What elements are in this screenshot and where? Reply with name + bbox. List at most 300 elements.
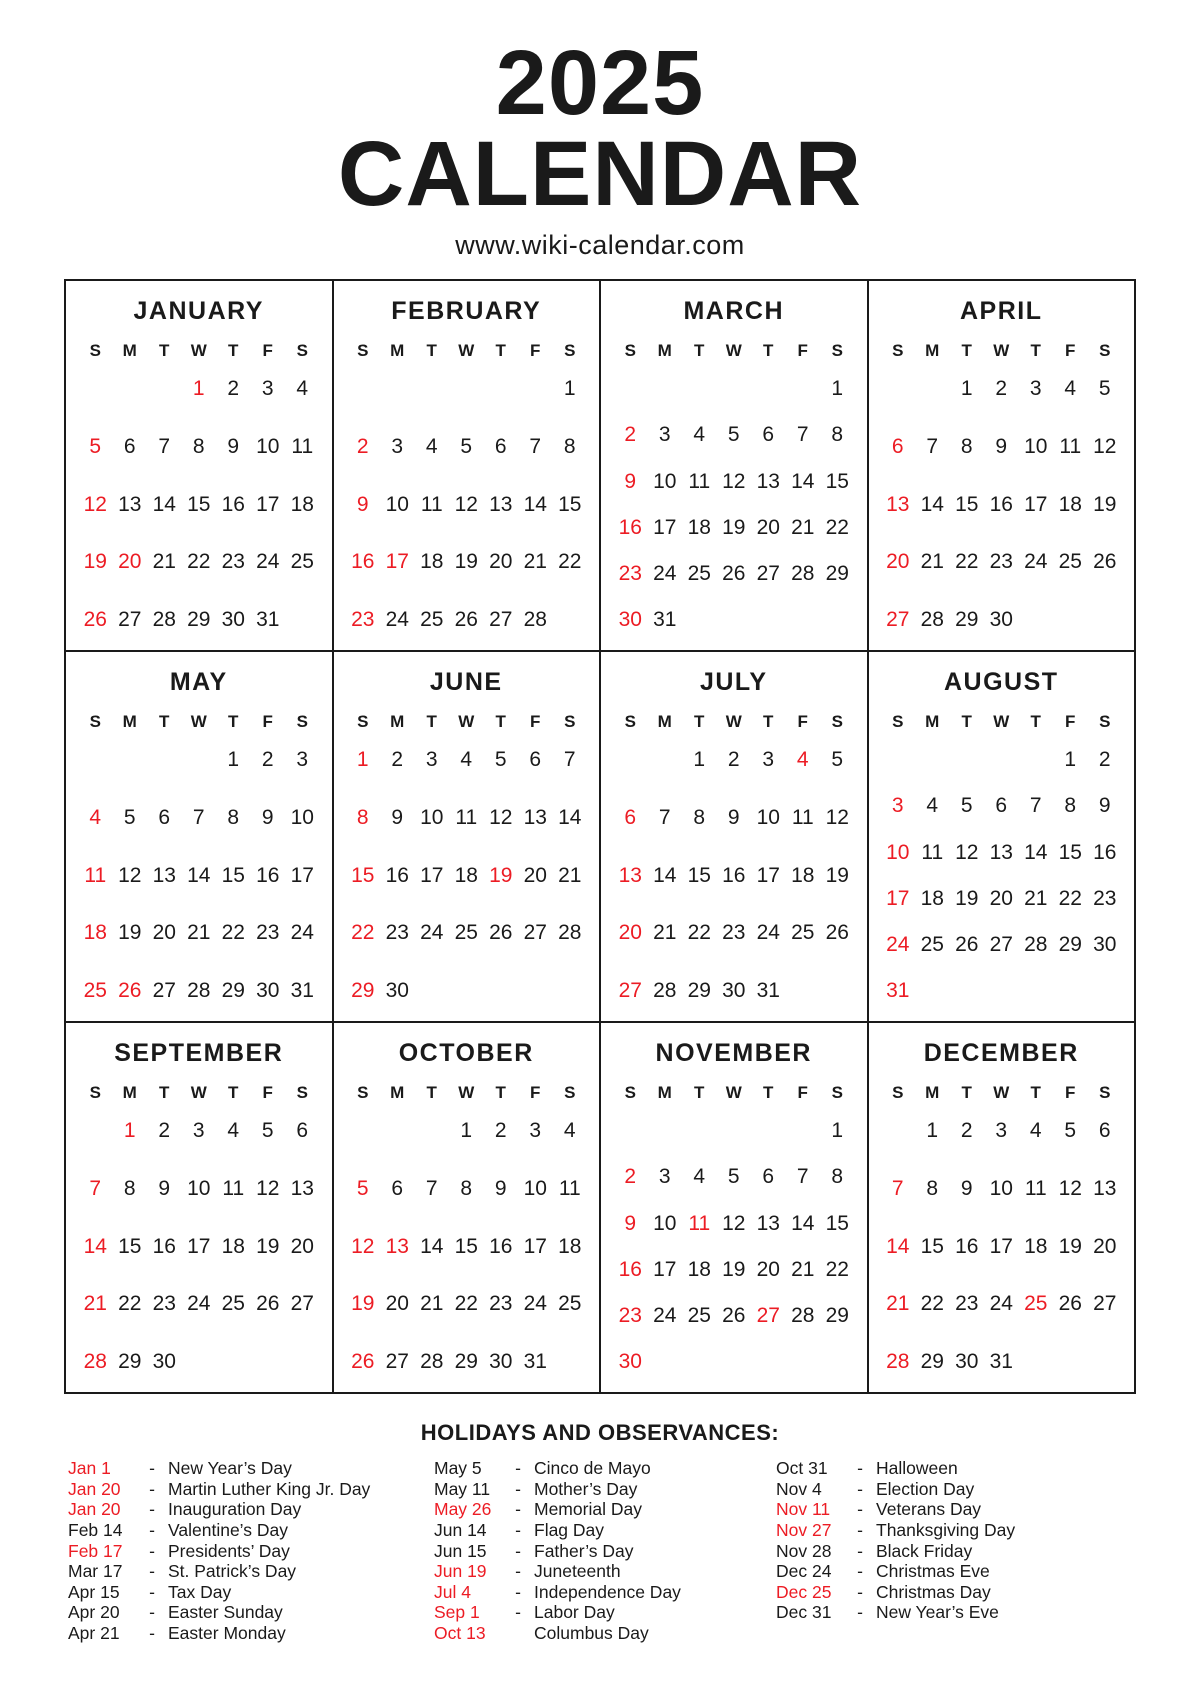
empty-date-cell — [717, 1350, 752, 1374]
date-cell: 23 — [989, 550, 1013, 574]
weekday-label: F — [1065, 1083, 1076, 1103]
holiday-separator: - — [857, 1458, 863, 1479]
holiday-entry — [776, 1520, 1140, 1541]
weekday-label: T — [694, 341, 705, 361]
date-cell: 28 — [791, 561, 815, 585]
date-cell: 23 — [722, 921, 746, 945]
weekday-label: W — [993, 341, 1010, 361]
weekday-label: W — [190, 341, 207, 361]
date-cell: 1 — [831, 1119, 844, 1143]
date-cell: 15 — [454, 1234, 478, 1258]
weekday-label: S — [357, 712, 369, 732]
holidays-section — [0, 1420, 1200, 1643]
holiday-date: Apr 21 — [68, 1622, 120, 1643]
date-cell: 1 — [960, 377, 973, 401]
week-row — [78, 1350, 320, 1374]
empty-date-cell — [484, 979, 519, 1003]
date-cell: 24 — [187, 1292, 211, 1316]
holiday-name: Cinco de Mayo — [534, 1458, 651, 1479]
month-cell — [868, 651, 1136, 1022]
weekday-label: T — [495, 341, 506, 361]
date-cell: 7 — [89, 1176, 102, 1200]
weekday-label: T — [159, 712, 170, 732]
date-cell: 20 — [385, 1292, 409, 1316]
date-cell: 3 — [261, 377, 274, 401]
holiday-entry — [776, 1561, 1140, 1582]
holiday-date: Nov 4 — [776, 1478, 822, 1499]
date-cell: 26 — [722, 1303, 746, 1327]
date-cell: 7 — [192, 805, 205, 829]
date-cell: 12 — [722, 1211, 746, 1235]
date-cell: 19 — [1058, 1234, 1082, 1258]
weekday-header — [881, 1083, 1123, 1103]
holiday-entry — [776, 1541, 1140, 1562]
date-cell: 6 — [891, 434, 904, 458]
date-cell: 9 — [261, 805, 274, 829]
holiday-date: Jul 4 — [434, 1581, 471, 1602]
date-cell: 22 — [825, 515, 849, 539]
holiday-separator: - — [515, 1540, 521, 1561]
empty-date-cell — [613, 1119, 648, 1143]
week-row — [346, 864, 588, 888]
holiday-entry — [68, 1561, 426, 1582]
empty-date-cell — [613, 377, 648, 401]
date-cell: 6 — [762, 423, 775, 447]
empty-date-cell — [648, 1350, 683, 1374]
date-cell: 16 — [989, 492, 1013, 516]
empty-date-cell — [346, 377, 381, 401]
date-cell: 16 — [618, 1257, 642, 1281]
date-cell: 14 — [920, 492, 944, 516]
month-cell — [600, 1022, 868, 1393]
holiday-name: Thanksgiving Day — [876, 1519, 1016, 1540]
date-cell: 10 — [886, 840, 910, 864]
holiday-entry — [68, 1623, 426, 1644]
date-cell: 12 — [955, 840, 979, 864]
date-cell: 3 — [425, 748, 438, 772]
holiday-entry — [776, 1499, 1140, 1520]
date-cell: 14 — [558, 805, 582, 829]
date-cell: 30 — [618, 1350, 642, 1374]
year-title: 2025 — [495, 32, 705, 134]
week-row — [881, 435, 1123, 459]
date-cell: 12 — [489, 805, 513, 829]
holiday-entry — [68, 1458, 426, 1479]
date-cell: 20 — [1093, 1234, 1117, 1258]
date-cell: 7 — [891, 1176, 904, 1200]
holiday-entry — [68, 1582, 426, 1603]
weekday-header — [346, 1083, 588, 1103]
date-cell: 11 — [1024, 1176, 1047, 1200]
holiday-date: Oct 13 — [434, 1622, 486, 1643]
date-cell: 17 — [886, 886, 910, 910]
holiday-separator: - — [515, 1499, 521, 1520]
holiday-separator: - — [149, 1458, 155, 1479]
week-row — [613, 1304, 855, 1328]
date-cell: 18 — [420, 550, 444, 574]
date-cell: 3 — [296, 748, 309, 772]
holiday-entry — [434, 1602, 768, 1623]
date-cell: 10 — [256, 434, 280, 458]
empty-date-cell — [147, 377, 182, 401]
date-cell: 2 — [727, 748, 740, 772]
week-row — [881, 1292, 1123, 1316]
date-cell: 1 — [926, 1119, 939, 1143]
empty-date-cell — [1053, 608, 1088, 632]
empty-date-cell — [518, 979, 553, 1003]
date-cell: 7 — [158, 434, 171, 458]
date-cell: 15 — [687, 863, 711, 887]
holiday-separator: - — [149, 1519, 155, 1540]
weekday-label: S — [357, 341, 369, 361]
holiday-entry — [434, 1541, 768, 1562]
date-cell: 18 — [558, 1234, 582, 1258]
date-cell: 31 — [886, 979, 910, 1003]
date-cell: 20 — [756, 515, 780, 539]
date-cell: 14 — [523, 492, 547, 516]
empty-date-cell — [648, 748, 683, 772]
weekday-label: T — [1030, 1083, 1041, 1103]
weekday-label: T — [426, 712, 437, 732]
date-cell: 2 — [261, 748, 274, 772]
holiday-date: May 5 — [434, 1458, 482, 1479]
date-cell: 12 — [351, 1234, 375, 1258]
date-cell: 14 — [152, 492, 176, 516]
month-title: JULY — [699, 668, 768, 697]
week-row — [613, 377, 855, 401]
date-cell: 9 — [995, 434, 1008, 458]
date-cell: 10 — [290, 805, 314, 829]
weekday-label: W — [190, 712, 207, 732]
weekday-label: M — [390, 341, 405, 361]
weekday-label: F — [1065, 341, 1076, 361]
empty-date-cell — [285, 1350, 320, 1374]
empty-date-cell — [820, 979, 855, 1003]
month-days — [346, 748, 588, 1005]
date-cell: 4 — [89, 805, 102, 829]
weekday-header — [78, 341, 320, 361]
date-cell: 12 — [256, 1176, 280, 1200]
date-cell: 16 — [489, 1234, 513, 1258]
date-cell: 3 — [762, 748, 775, 772]
date-cell: 7 — [926, 434, 939, 458]
date-cell: 27 — [118, 608, 142, 632]
weekday-label: T — [228, 341, 239, 361]
holiday-date: Jun 15 — [434, 1540, 487, 1561]
empty-date-cell — [216, 1350, 251, 1374]
date-cell: 16 — [385, 863, 409, 887]
date-cell: 2 — [494, 1119, 507, 1143]
date-cell: 17 — [653, 1257, 677, 1281]
weekday-header — [881, 341, 1123, 361]
date-cell: 6 — [1098, 1119, 1111, 1143]
date-cell: 22 — [558, 550, 582, 574]
date-cell: 15 — [825, 1211, 849, 1235]
holiday-separator: - — [515, 1519, 521, 1540]
date-cell: 28 — [187, 979, 211, 1003]
date-cell: 18 — [1024, 1234, 1048, 1258]
holiday-date: Jan 1 — [68, 1458, 111, 1479]
week-row — [78, 550, 320, 574]
holiday-name: Flag Day — [534, 1519, 605, 1540]
date-cell: 30 — [385, 979, 409, 1003]
date-cell: 9 — [1098, 794, 1111, 818]
date-cell: 6 — [123, 434, 136, 458]
date-cell: 22 — [920, 1292, 944, 1316]
date-cell: 29 — [825, 561, 849, 585]
date-cell: 25 — [1058, 550, 1082, 574]
empty-date-cell — [717, 377, 752, 401]
holiday-name: Labor Day — [534, 1602, 615, 1623]
date-cell: 26 — [118, 979, 142, 1003]
date-cell: 26 — [1058, 1292, 1082, 1316]
week-row — [346, 1292, 588, 1316]
weekday-label: S — [831, 712, 843, 732]
weekday-label: T — [961, 1083, 972, 1103]
date-cell: 15 — [351, 863, 375, 887]
empty-date-cell — [1088, 979, 1123, 1003]
holiday-date: Jun 14 — [434, 1519, 487, 1540]
weekday-label: W — [725, 712, 742, 732]
holiday-column — [768, 1458, 1140, 1643]
date-cell: 24 — [290, 921, 314, 945]
holiday-name: Presidents’ Day — [168, 1540, 290, 1561]
date-cell: 8 — [356, 805, 369, 829]
date-cell: 4 — [227, 1119, 240, 1143]
date-cell: 6 — [296, 1119, 309, 1143]
week-row — [613, 1165, 855, 1189]
holiday-name: Columbus Day — [534, 1622, 649, 1643]
date-cell: 19 — [825, 863, 849, 887]
date-cell: 19 — [351, 1292, 375, 1316]
date-cell: 2 — [227, 377, 240, 401]
date-cell: 25 — [221, 1292, 245, 1316]
date-cell: 25 — [687, 1303, 711, 1327]
holiday-name: Juneteenth — [534, 1561, 621, 1582]
empty-date-cell — [682, 377, 717, 401]
holiday-entry — [434, 1520, 768, 1541]
weekday-label: M — [122, 712, 137, 732]
empty-date-cell — [1019, 1350, 1054, 1374]
holiday-name: Christmas Day — [876, 1581, 991, 1602]
empty-date-cell — [285, 608, 320, 632]
week-row — [346, 1350, 588, 1374]
date-cell: 20 — [118, 550, 142, 574]
empty-date-cell — [380, 377, 415, 401]
holiday-name: Easter Sunday — [168, 1602, 283, 1623]
date-cell: 29 — [920, 1350, 944, 1374]
weekday-label: T — [961, 341, 972, 361]
holiday-separator: - — [515, 1458, 521, 1479]
date-cell: 1 — [563, 377, 576, 401]
date-cell: 2 — [624, 1165, 637, 1189]
date-cell: 10 — [653, 1211, 677, 1235]
holiday-date: Feb 17 — [68, 1540, 123, 1561]
empty-date-cell — [648, 377, 683, 401]
week-row — [78, 1177, 320, 1201]
week-row — [613, 806, 855, 830]
date-cell: 19 — [1093, 492, 1117, 516]
date-cell: 31 — [653, 608, 677, 632]
empty-date-cell — [182, 1350, 217, 1374]
date-cell: 20 — [886, 550, 910, 574]
weekday-header — [78, 712, 320, 732]
date-cell: 11 — [558, 1176, 581, 1200]
page-header — [0, 0, 1200, 261]
week-row — [346, 550, 588, 574]
month-title: MARCH — [683, 297, 785, 326]
week-row — [346, 979, 588, 1003]
date-cell: 9 — [960, 1176, 973, 1200]
date-cell: 6 — [995, 794, 1008, 818]
holiday-date: Jan 20 — [68, 1478, 121, 1499]
holiday-name: Easter Monday — [168, 1622, 286, 1643]
month-cell — [600, 280, 868, 651]
holiday-separator: - — [515, 1561, 521, 1582]
weekday-label: F — [797, 1083, 808, 1103]
calendar-grid — [64, 279, 1136, 1394]
weekday-label: S — [296, 1083, 308, 1103]
empty-date-cell — [518, 377, 553, 401]
date-cell: 9 — [494, 1176, 507, 1200]
date-cell: 4 — [796, 748, 809, 772]
date-cell: 4 — [563, 1119, 576, 1143]
month-days — [613, 1119, 855, 1376]
holiday-date: May 26 — [434, 1499, 492, 1520]
date-cell: 23 — [1093, 886, 1117, 910]
date-cell: 8 — [460, 1176, 473, 1200]
date-cell: 31 — [256, 608, 280, 632]
date-cell: 24 — [653, 1303, 677, 1327]
date-cell: 26 — [722, 561, 746, 585]
date-cell: 7 — [796, 1165, 809, 1189]
date-cell: 11 — [84, 863, 107, 887]
date-cell: 10 — [653, 469, 677, 493]
empty-date-cell — [751, 1350, 786, 1374]
date-cell: 11 — [291, 434, 314, 458]
date-cell: 3 — [391, 434, 404, 458]
date-cell: 17 — [290, 863, 314, 887]
empty-date-cell — [984, 748, 1019, 772]
empty-date-cell — [950, 748, 985, 772]
week-row — [881, 550, 1123, 574]
date-cell: 2 — [158, 1119, 171, 1143]
weekday-label: T — [426, 341, 437, 361]
date-cell: 18 — [1058, 492, 1082, 516]
holiday-entry — [68, 1520, 426, 1541]
date-cell: 22 — [955, 550, 979, 574]
holiday-separator: - — [857, 1519, 863, 1540]
date-cell: 17 — [187, 1234, 211, 1258]
weekday-label: T — [159, 1083, 170, 1103]
date-cell: 11 — [455, 805, 478, 829]
date-cell: 21 — [152, 550, 176, 574]
holiday-name: Inauguration Day — [168, 1499, 302, 1520]
empty-date-cell — [78, 377, 113, 401]
month-title: SEPTEMBER — [114, 1039, 284, 1068]
holiday-date: Nov 27 — [776, 1519, 832, 1540]
week-row — [346, 1235, 588, 1259]
date-cell: 10 — [523, 1176, 547, 1200]
date-cell: 23 — [618, 1303, 642, 1327]
weekday-label: T — [694, 1083, 705, 1103]
date-cell: 6 — [494, 434, 507, 458]
week-row — [78, 864, 320, 888]
week-row — [881, 1119, 1123, 1143]
month-days — [881, 1119, 1123, 1376]
date-cell: 18 — [791, 863, 815, 887]
date-cell: 30 — [722, 979, 746, 1003]
month-days — [78, 377, 320, 634]
date-cell: 13 — [290, 1176, 314, 1200]
week-row — [613, 1119, 855, 1143]
weekday-label: F — [262, 1083, 273, 1103]
weekday-label: W — [725, 1083, 742, 1103]
date-cell: 23 — [256, 921, 280, 945]
date-cell: 16 — [256, 863, 280, 887]
date-cell: 27 — [886, 608, 910, 632]
date-cell: 2 — [960, 1119, 973, 1143]
date-cell: 23 — [618, 561, 642, 585]
date-cell: 5 — [494, 748, 507, 772]
date-cell: 20 — [290, 1234, 314, 1258]
date-cell: 22 — [351, 921, 375, 945]
week-row — [613, 516, 855, 540]
week-row — [78, 1292, 320, 1316]
date-cell: 24 — [256, 550, 280, 574]
weekday-label: F — [530, 712, 541, 732]
holidays-heading: HOLIDAYS AND OBSERVANCES: — [420, 1420, 780, 1446]
date-cell: 7 — [563, 748, 576, 772]
month-cell — [333, 651, 601, 1022]
holiday-name: Black Friday — [876, 1540, 973, 1561]
date-cell: 24 — [756, 921, 780, 945]
weekday-label: S — [89, 341, 101, 361]
date-cell: 11 — [921, 840, 944, 864]
holiday-separator: - — [149, 1622, 155, 1643]
empty-date-cell — [786, 1350, 821, 1374]
date-cell: 28 — [886, 1350, 910, 1374]
date-cell: 19 — [955, 886, 979, 910]
date-cell: 24 — [1024, 550, 1048, 574]
empty-date-cell — [415, 377, 450, 401]
date-cell: 29 — [351, 979, 375, 1003]
date-cell: 25 — [290, 550, 314, 574]
date-cell: 18 — [920, 886, 944, 910]
empty-date-cell — [881, 748, 916, 772]
date-cell: 28 — [152, 608, 176, 632]
date-cell: 22 — [221, 921, 245, 945]
date-cell: 23 — [385, 921, 409, 945]
weekday-label: T — [1030, 341, 1041, 361]
week-row — [78, 979, 320, 1003]
date-cell: 14 — [1024, 840, 1048, 864]
holiday-separator — [504, 1623, 532, 1644]
holiday-entry — [68, 1499, 426, 1520]
holiday-name: Father’s Day — [534, 1540, 634, 1561]
date-cell: 20 — [523, 863, 547, 887]
date-cell: 14 — [187, 863, 211, 887]
date-cell: 14 — [791, 1211, 815, 1235]
holiday-separator: - — [515, 1602, 521, 1623]
weekday-label: T — [694, 712, 705, 732]
empty-date-cell — [786, 377, 821, 401]
date-cell: 13 — [886, 492, 910, 516]
date-cell: 31 — [523, 1350, 547, 1374]
date-cell: 9 — [624, 469, 637, 493]
date-cell: 28 — [920, 608, 944, 632]
date-cell: 16 — [955, 1234, 979, 1258]
